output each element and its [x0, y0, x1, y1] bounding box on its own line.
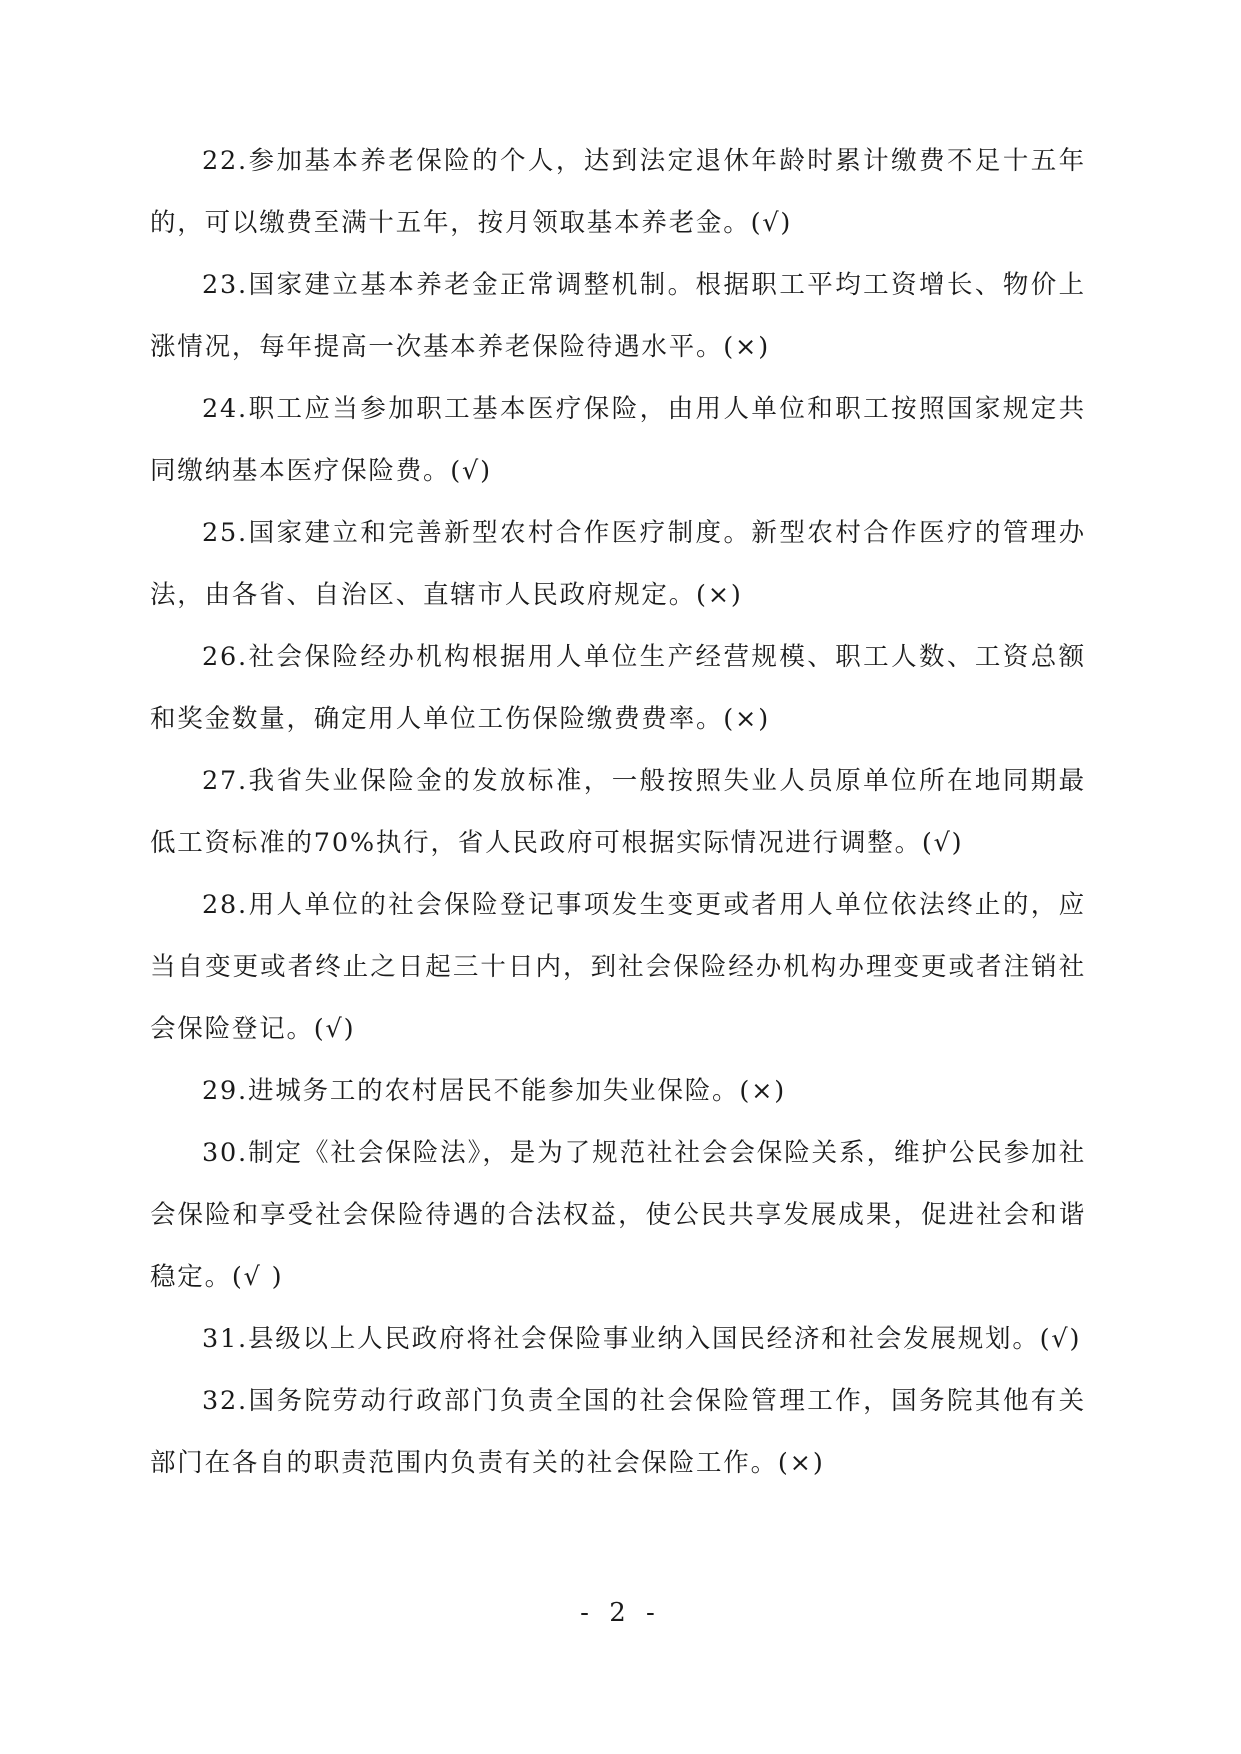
question-item-28: 28.用人单位的社会保险登记事项发生变更或者用人单位依法终止的，应当自变更或者终止之日起三十日内，到社会保险经办机构办理变更或者注销社会保险登记。(√) [150, 890, 1086, 1044]
question-item-29: 29.进城务工的农村居民不能参加失业保险。(×) [202, 1076, 787, 1106]
question-item-22: 22.参加基本养老保险的个人，达到法定退休年龄时累计缴费不足十五年的，可以缴费至满十五年，按月领取基本养老金。(√) [150, 146, 1086, 238]
question-item-26: 26.社会保险经办机构根据用人单位生产经营规模、职工人数、工资总额和奖金数量，确定用人单位工伤保险缴费费率。(×) [150, 642, 1086, 734]
question-item-25: 25.国家建立和完善新型农村合作医疗制度。新型农村合作医疗的管理办法，由各省、自治区、直辖市人民政府规定。(×) [150, 518, 1086, 610]
question-item-24: 24.职工应当参加职工基本医疗保险，由用人单位和职工按照国家规定共同缴纳基本医疗保险费。(√) [150, 394, 1086, 486]
question-item-31: 31.县级以上人民政府将社会保险事业纳入国民经济和社会发展规划。(√) [202, 1324, 1082, 1354]
page-number: - 2 - [580, 1598, 661, 1628]
question-item-27: 27.我省失业保险金的发放标准，一般按照失业人员原单位所在地同期最低工资标准的70%执行，省人民政府可根据实际情况进行调整。(√) [150, 766, 1086, 858]
question-item-32: 32.国务院劳动行政部门负责全国的社会保险管理工作，国务院其他有关部门在各自的职责范围内负责有关的社会保险工作。(×) [150, 1386, 1086, 1478]
question-list [150, 130, 1086, 1494]
question-item-30: 30.制定《社会保险法》，是为了规范社社会会保险关系，维护公民参加社会保险和享受社会保险待遇的合法权益，使公民共享发展成果，促进社会和谐稳定。(√ ) [150, 1138, 1086, 1292]
question-item-23: 23.国家建立基本养老金正常调整机制。根据职工平均工资增长、物价上涨情况，每年提高一次基本养老保险待遇水平。(×) [150, 270, 1086, 362]
